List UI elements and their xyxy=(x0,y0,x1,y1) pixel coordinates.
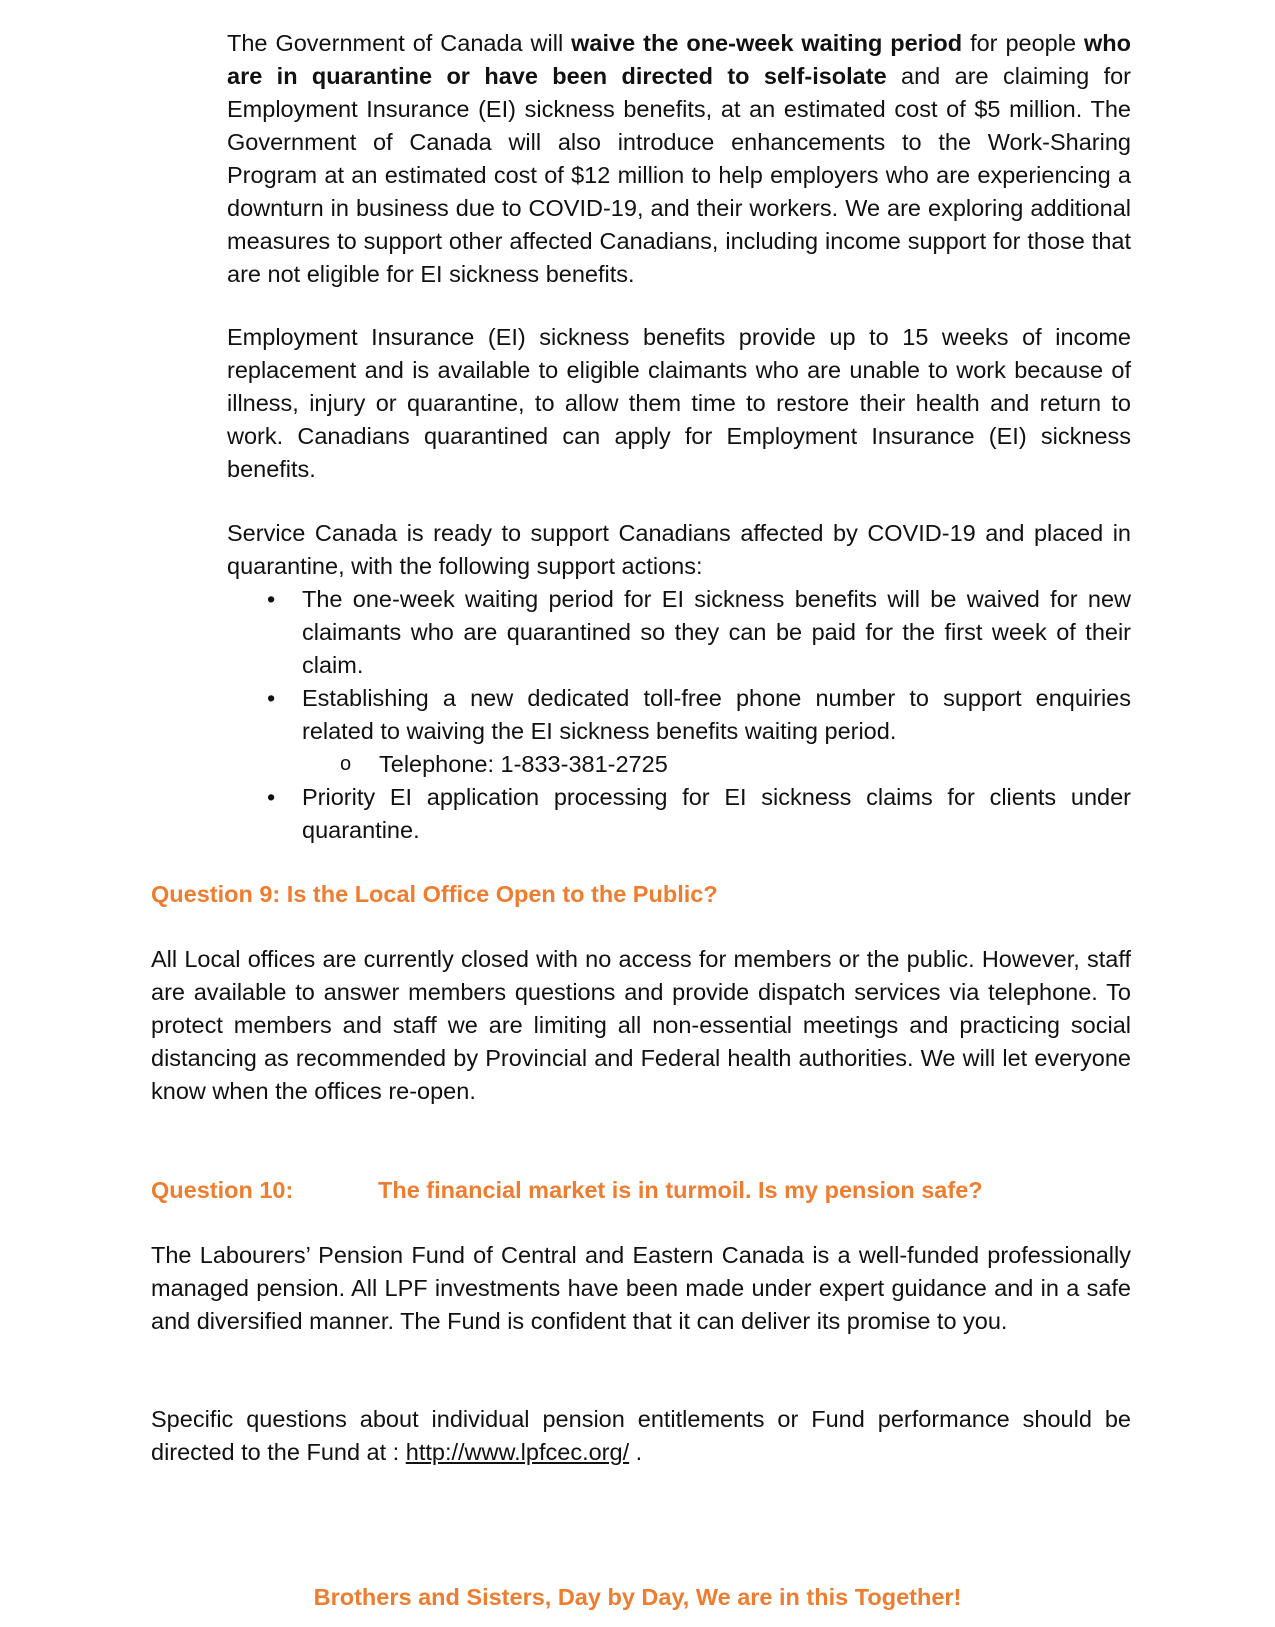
list-item-text: The one-week waiting period for EI sickness benefits will be waived for new claimants who are quarantined so they can be paid for the first week of their claim. xyxy=(302,586,1131,678)
list-item xyxy=(227,682,1131,748)
closing-slogan: Brothers and Sisters, Day by Day, We are in this Together! xyxy=(313,1584,962,1610)
bold-run: waive the one-week waiting period xyxy=(571,30,963,56)
text-run: . xyxy=(629,1439,643,1465)
telephone-text: Telephone: 1-833-381-2725 xyxy=(379,751,668,777)
support-actions-list xyxy=(227,583,1131,847)
text-run: The Government of Canada will xyxy=(227,30,572,56)
lpfcec-link[interactable]: http://www.lpfcec.org/ xyxy=(405,1439,630,1465)
text-run: Specific questions about individual pension entitlements or Fund performance should be directed to the Fund at : xyxy=(151,1406,1131,1465)
bullet-icon: • xyxy=(267,685,276,711)
list-item xyxy=(227,781,1131,847)
list-item-text: Priority EI application processing for EI sickness claims for clients under quarantine. xyxy=(302,784,1131,843)
bullet-icon: • xyxy=(267,784,276,810)
question-10-answer: The Labourers’ Pension Fund of Central and Eastern Canada is a well-funded professionally managed pension. All LPF investments have been made under expert guidance and in a safe and diversified manner. The Fund is confident that it can deliver its promise to you. xyxy=(151,1242,1131,1334)
question-10-label: Question 10: xyxy=(151,1177,294,1203)
pension-contact-paragraph xyxy=(151,1403,1131,1469)
question-9-heading: Question 9: Is the Local Office Open to the Public? xyxy=(151,881,718,907)
list-item xyxy=(227,583,1131,682)
text-run: and are claiming for Employment Insurance (EI) sickness benefits, at an estimated cost of $5 million. The Government of Canada will also introduce enhancements to the Work-Sharing Program at an estimated cost of $12 million to help employers who are experiencing a downturn in business due to COVID-19, and their workers. We are exploring additional measures to support other affected Canadians, including income support for those that are not eligible for EI sickness benefits. xyxy=(227,63,1131,287)
service-canada-paragraph: Service Canada is ready to support Canadians affected by COVID-19 and placed in quarantine, with the following support actions: xyxy=(227,520,1131,579)
bullet-icon: • xyxy=(267,586,276,612)
list-item-text: Establishing a new dedicated toll-free phone number to support enquiries related to waiving the EI sickness benefits waiting period. xyxy=(302,685,1131,744)
ei-waiver-paragraph xyxy=(227,27,1131,291)
circle-bullet-icon: o xyxy=(340,753,352,775)
text-run: for people xyxy=(962,30,1084,56)
ei-sickness-benefits-paragraph: Employment Insurance (EI) sickness benefits provide up to 15 weeks of income replacement and is available to eligible claimants who are unable to work because of illness, injury or quarantine, to allow them time to restore their health and return to work. Canadians quarantined can apply for Employment Insurance (EI) sickness benefits. xyxy=(227,324,1131,482)
bold-run: who are in quarantine or have been directed to self-isolate xyxy=(227,30,1131,89)
question-9-answer: All Local offices are currently closed with no access for members or the public. However, staff are available to answer members questions and provide dispatch services via telephone. To protect members and staff we are limiting all non-essential meetings and practicing social distancing as recommended by Provincial and Federal health authorities. We will let everyone know when the offices re-open. xyxy=(151,946,1131,1104)
list-subitem xyxy=(227,748,1131,781)
question-10-heading: The financial market is in turmoil. Is my pension safe? xyxy=(378,1177,983,1203)
